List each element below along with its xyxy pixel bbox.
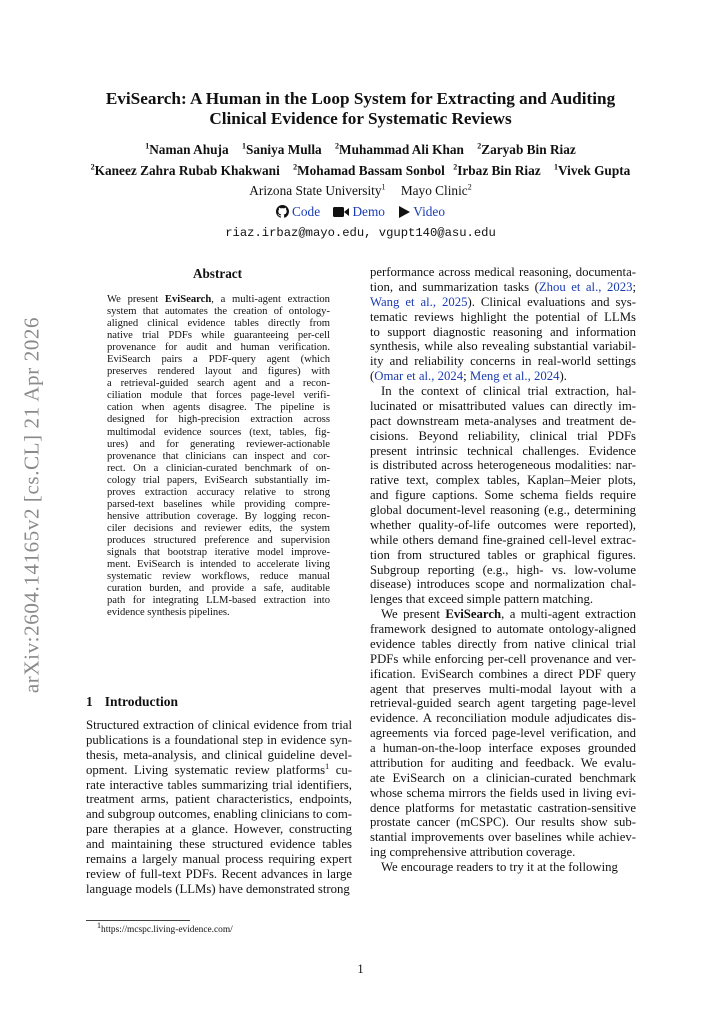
- body-line: pact downstream meta-analyses and treatment de-: [370, 413, 636, 428]
- video-link[interactable]: Video: [398, 204, 445, 219]
- author-row-2: [60, 162, 661, 180]
- body-line: tematic reviews highlight the potential of LLMs: [370, 309, 636, 324]
- abstract-line: curation burden, and provide a safe, auditable: [107, 583, 330, 595]
- body-line: while others demand fine-grained cell-level extrac-: [370, 532, 636, 547]
- abstract-line: evidence synthesis pipelines.: [107, 607, 230, 619]
- arxiv-id: arXiv:2604.14165v2 [cs.CL] 21 Apr 2026: [19, 316, 44, 694]
- author: $^2$Mohamad Bassam Sonbol: [293, 162, 445, 178]
- contact-email: riaz.irbaz@mayo.edu, vgupt140@asu.edu: [225, 226, 496, 240]
- author: $^1$Vivek Gupta: [554, 162, 631, 178]
- section-heading: 1 Introduction: [86, 694, 179, 709]
- body-line: whose schema mirrors the fields used in living evi-: [370, 785, 636, 800]
- intro-line: publications is a foundational step in evidence syn-: [86, 732, 352, 747]
- intro-line: pare therapies at a glance. However, constructing: [86, 822, 352, 837]
- intro-line: opment. Living systematic review platforms$^1$ cu-: [86, 761, 353, 777]
- abstract-line: We present EviSearch, a multi-agent extraction: [107, 294, 330, 305]
- code-link[interactable]: Code: [276, 204, 320, 219]
- body-line: and figure captions. Some schema fields require: [370, 488, 636, 503]
- abstract-line: provenance for audit and human verification.: [107, 342, 330, 354]
- body-line: Wang et al., 2025). Clinical evaluations and sys-: [370, 294, 637, 309]
- body-line: ity and reliability concerns in real-world settings: [370, 354, 636, 369]
- body-line: performance across medical reasoning, documenta-: [370, 265, 636, 279]
- body-line: We encourage readers to try it at the following: [381, 860, 618, 874]
- abstract-line: rect. On a clinician-curated benchmark of on-: [107, 462, 330, 474]
- author: $^1$Naman Ahuja: [145, 141, 229, 157]
- intro-line: language models (LLMs) have demonstrated strong: [86, 881, 350, 896]
- body-line: stantial improvements over baselines while achiev-: [370, 830, 636, 845]
- abstract-line: aligned clinical evidence tables directly from: [107, 318, 330, 330]
- right-column: [370, 265, 636, 875]
- title-line-2: Clinical Evidence for Systematic Reviews: [209, 109, 512, 128]
- body-line: is distributed across heterogeneous modalities: nar-: [370, 458, 636, 473]
- body-line: rative text, complex tables, Kaplan–Meier plots,: [370, 473, 636, 488]
- author: $^2$Irbaz Bin Riaz: [453, 162, 541, 178]
- abstract-line: provenance that clinicians can inspect and cor-: [107, 450, 330, 462]
- body-line: to support diagnostic reasoning and information: [370, 324, 636, 339]
- play-icon: [398, 206, 410, 218]
- abstract-line: ment. EviSearch is intended to accelerate living: [107, 559, 330, 571]
- author: $^2$Zaryab Bin Riaz: [477, 141, 576, 157]
- body-line: cisions. Beyond reliability, clinical trial PDFs: [370, 428, 636, 443]
- abstract-line: cology trial papers, EviSearch substantially im-: [107, 474, 330, 486]
- author: $^1$Saniya Mulla: [241, 141, 322, 157]
- abstract-line: native trial PDFs while guaranteeing per-cell: [107, 330, 330, 342]
- intro-line: rate interactive tables summarizing trial identifiers,: [86, 777, 352, 792]
- abstract-line: ciler decisions and reviewer edits, the system: [107, 522, 330, 534]
- abstract-line: a retrieval-guided search agent and a recon-: [107, 378, 330, 390]
- abstract-line: designed for high-precision extraction across: [107, 414, 330, 426]
- demo-link[interactable]: Demo: [333, 204, 385, 219]
- abstract-line: multimodal evidence sources (text, tables, fig-: [107, 426, 330, 438]
- arxiv-margin-stamp: [10, 310, 54, 700]
- body-line: ification. EviSearch combines a direct PDF query: [370, 666, 636, 681]
- resource-links: [80, 204, 641, 220]
- body-line: framework designed to automate ontology-aligned: [370, 622, 636, 636]
- body-line: In the context of clinical trial extraction, hal-: [381, 384, 636, 398]
- body-line: agreements via forced page-level verification, and: [370, 726, 636, 741]
- abstract-line: system that automates the creation of ontology-: [107, 306, 330, 318]
- body-line: agent that preserves multi-modal layout with a: [370, 681, 636, 696]
- body-line: present intrinsic technical challenges. Evidence: [370, 443, 636, 458]
- footnote-rule: [86, 920, 190, 921]
- abstract-line: hensive attribution coverage. By logging recon-: [107, 510, 330, 522]
- author: $^2$Kaneez Zahra Rubab Khakwani: [90, 162, 280, 178]
- title-line-1: EviSearch: A Human in the Loop System for Extracting and Auditing: [105, 89, 616, 108]
- body-line: tion, and summarization tasks (Zhou et al., 2023;: [370, 279, 636, 294]
- body-line: prostate cancer (mCSPC). Our results show sub-: [370, 815, 636, 830]
- affiliations: [80, 183, 641, 199]
- intro-line: and maintaining these structured evidence tables: [86, 837, 352, 851]
- abstract-line: parsed-text baselines while providing compre-: [107, 498, 330, 510]
- intro-line: review of full-text PDFs. Recent advances in large: [86, 866, 352, 881]
- abstract-line: path for integrating LLM-based extraction into: [107, 595, 330, 607]
- video-camera-icon: [333, 206, 349, 218]
- body-line: global document-level reasoning (e.g., determining: [370, 503, 636, 517]
- author: $^2$Muhammad Ali Khan: [335, 141, 464, 157]
- abstract-line: signals that bootstrap iterative model improve-: [107, 546, 330, 558]
- intro-line: treatment arms, patient characteristics, endpoints,: [86, 792, 352, 807]
- body-line: tion from structured tables or graphical figures.: [370, 547, 636, 562]
- footnote-url[interactable]: https://mcspc.living-evidence.com/: [101, 925, 233, 935]
- author-row-1: [60, 141, 661, 159]
- intro-line: and subgroup outcomes, enabling clinicians to com-: [86, 807, 352, 822]
- body-line: a human-on-the-loop interface exposes grounded: [370, 741, 636, 755]
- abstract-line: produces structured preference and supervision: [107, 534, 330, 546]
- body-line: lenges that exceed simple pattern matching.: [370, 592, 594, 607]
- body-line: (Omar et al., 2024; Meng et al., 2024).: [370, 369, 567, 384]
- affiliation: Arizona State University$^1$: [249, 182, 386, 198]
- body-line: synthesis, while also revealing substantial variabil-: [370, 339, 636, 354]
- affiliation: Mayo Clinic$^2$: [400, 182, 472, 198]
- paper-title: [80, 89, 641, 129]
- abstract-line: proves extraction accuracy relative to strong: [107, 486, 330, 498]
- body-line: evidence tables directly from native clinical trial: [370, 636, 636, 651]
- body-line: We present EviSearch, a multi-agent extraction: [381, 607, 636, 622]
- page-number: 1: [357, 962, 364, 976]
- intro-line: thesis, meta-analysis, and clinical guideline devel-: [86, 747, 352, 762]
- abstract-body: [107, 294, 330, 619]
- abstract-heading: Abstract: [192, 266, 243, 281]
- abstract-line: ciliation module that forces page-level verifi-: [107, 390, 330, 402]
- abstract-line: systematic review workflows, reduce manual: [107, 571, 330, 583]
- footnote: $^1$https://mcspc.living-evidence.com/: [97, 920, 233, 935]
- body-line: Subgroup reporting (e.g., high- vs. low-volume: [370, 562, 636, 577]
- abstract-line: cation when agents disagree. The pipeline is: [107, 402, 330, 414]
- intro-left-column: [86, 718, 352, 897]
- body-line: lucinated or misattributed values can directly im-: [370, 398, 636, 413]
- abstract-line: ures) and for generating reviewer-actionable: [107, 438, 330, 450]
- body-line: dence platforms for metastatic castration-sensitive: [370, 800, 636, 815]
- body-line: attribution for auditing and feedback. We evalu-: [370, 755, 636, 770]
- github-icon: [276, 205, 289, 218]
- body-line: evidence. A reconciliation module adjudicates dis-: [370, 711, 636, 726]
- intro-line: Structured extraction of clinical evidence from trial: [86, 718, 352, 732]
- intro-line: remains a largely manual process requiring expert: [86, 851, 352, 866]
- body-line: ing comprehensive attribution coverage.: [370, 845, 576, 860]
- body-line: PDFs while enforcing per-cell provenance and ver-: [370, 651, 636, 666]
- body-line: disease) introduces scope and normalization chal-: [370, 577, 636, 592]
- body-line: retrieval-guided search agent targeting page-level: [370, 696, 636, 711]
- body-line: whether quality-of-life outcomes were reported),: [370, 517, 636, 532]
- abstract-line: EviSearch pairs a PDF-query agent (which: [107, 354, 330, 366]
- body-line: ate EviSearch on a clinician-curated benchmark: [370, 770, 636, 785]
- abstract-line: preserves rendered layout and figures) with: [107, 366, 330, 378]
